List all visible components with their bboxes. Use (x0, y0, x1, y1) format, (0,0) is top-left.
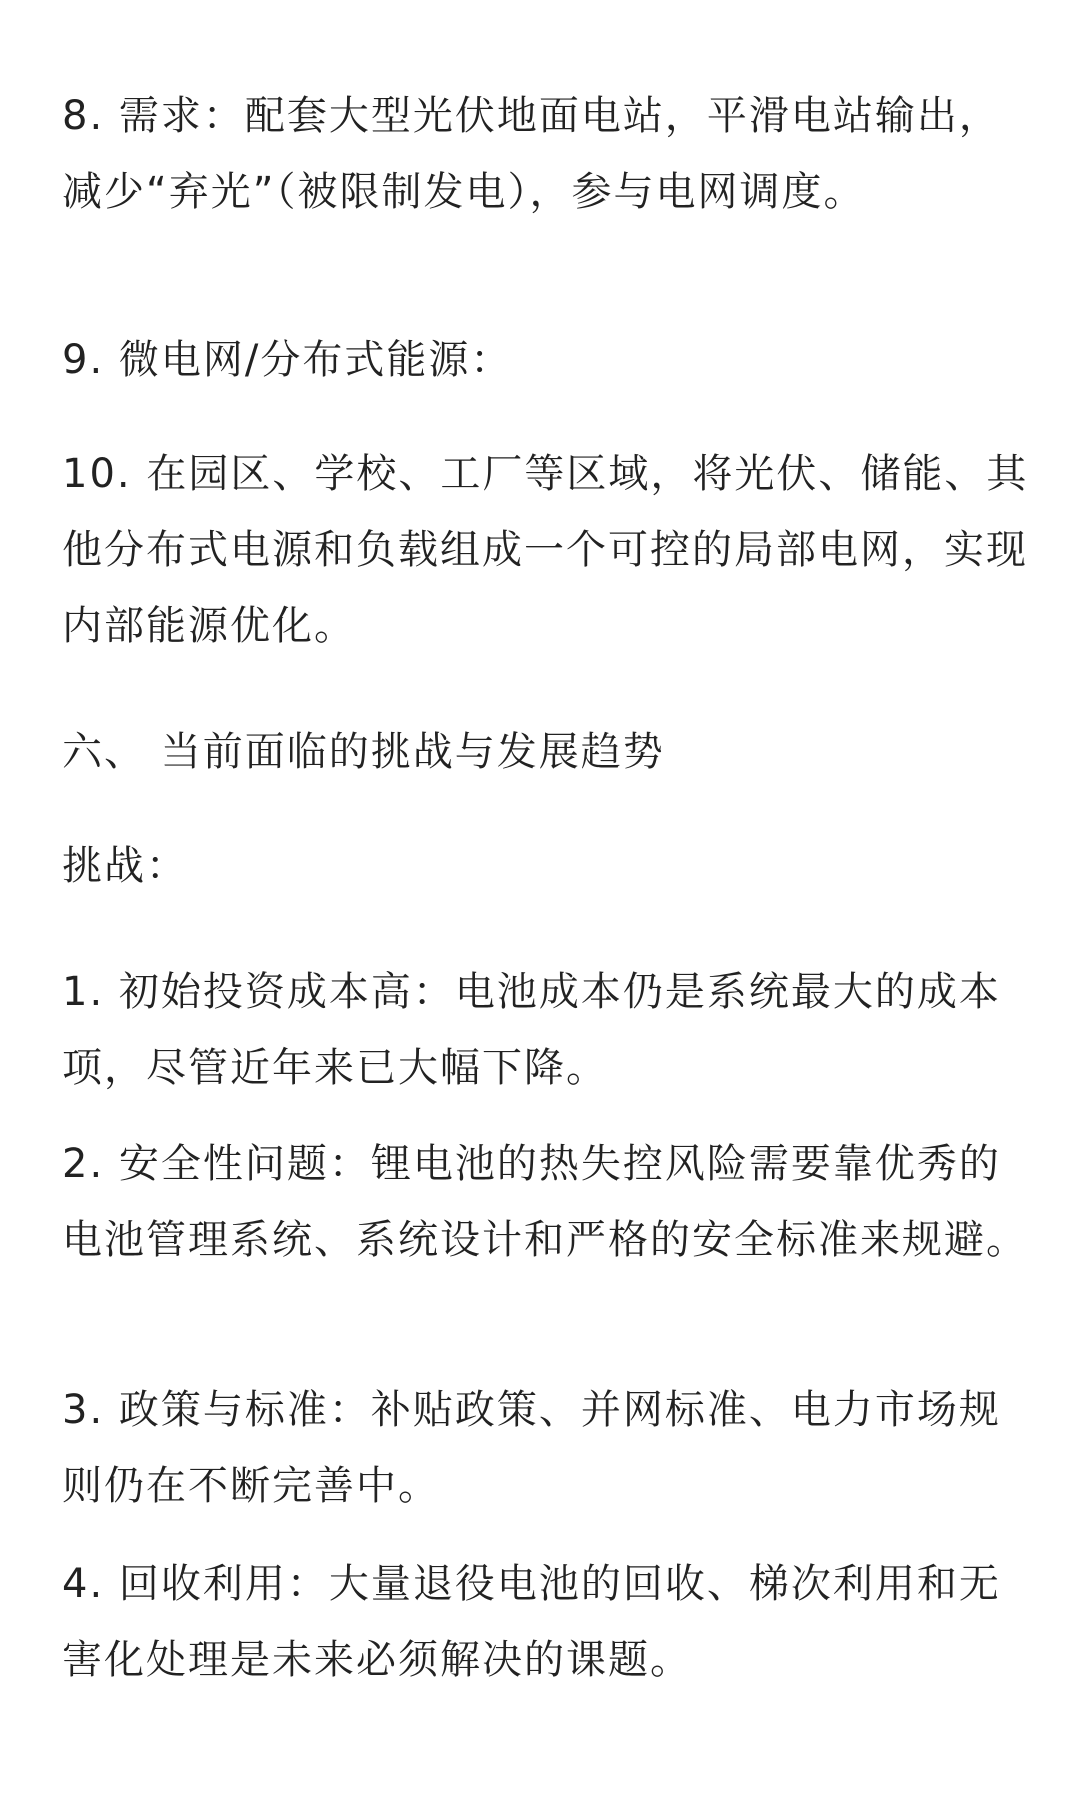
paragraph-item-10: 10. 在园区、学校、工厂等区域，将光伏、储能、其他分布式电源和负载组成一个可控的局部电网，实现内部能源优化。 (62, 451, 1029, 649)
paragraph-item-9: 9. 微电网/分布式能源： (62, 337, 513, 383)
challenge-item-1: 1. 初始投资成本高：电池成本仍是系统最大的成本项，尽管近年来已大幅下降。 (62, 969, 1001, 1091)
challenges-label: 挑战： (62, 843, 188, 889)
challenge-item-4: 4. 回收利用：大量退役电池的回收、梯次利用和无害化处理是未来必须解决的课题。 (62, 1561, 1001, 1683)
challenge-item-2: 2. 安全性问题：锂电池的热失控风险需要靠优秀的电池管理系统、系统设计和严格的安全标准来规避。 (62, 1141, 1028, 1263)
paragraph-item-8: 8. 需求：配套大型光伏地面电站，平滑电站输出，减少“弃光”（被限制发电），参与电网调度。 (62, 93, 1001, 215)
challenge-item-3: 3. 政策与标准：补贴政策、并网标准、电力市场规则仍在不断完善中。 (62, 1387, 1001, 1509)
section-heading-6: 六、 当前面临的挑战与发展趋势 (62, 729, 665, 775)
